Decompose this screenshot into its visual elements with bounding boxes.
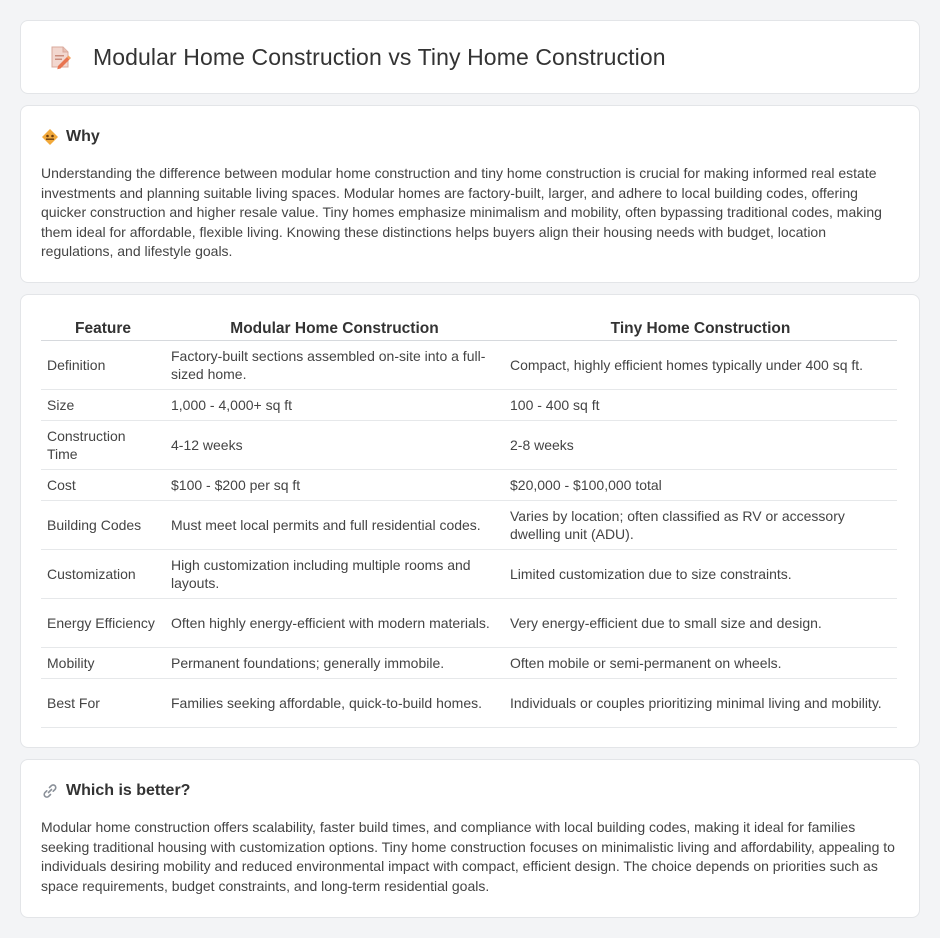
feature-cell: Energy Efficiency bbox=[41, 598, 165, 647]
table-row bbox=[41, 647, 897, 678]
tiny-cell: 2-8 weeks bbox=[504, 420, 897, 469]
tiny-cell: Compact, highly efficient homes typically under 400 sq ft. bbox=[504, 340, 897, 389]
modular-cell: Factory-built sections assembled on-site into a full-sized home. bbox=[165, 340, 504, 389]
better-heading bbox=[41, 782, 899, 800]
header-tiny: Tiny Home Construction bbox=[504, 315, 897, 340]
title-card bbox=[20, 20, 920, 94]
table-row bbox=[41, 549, 897, 598]
comparison-table bbox=[41, 315, 897, 728]
modular-cell: High customization including multiple rooms and layouts. bbox=[165, 549, 504, 598]
feature-cell: Size bbox=[41, 389, 165, 420]
modular-cell: 1,000 - 4,000+ sq ft bbox=[165, 389, 504, 420]
tiny-cell: Limited customization due to size constraints. bbox=[504, 549, 897, 598]
modular-cell: Often highly energy-efficient with modern materials. bbox=[165, 598, 504, 647]
why-section bbox=[20, 105, 920, 283]
header-feature: Feature bbox=[41, 315, 165, 340]
modular-cell: Must meet local permits and full residential codes. bbox=[165, 500, 504, 549]
table-header-row bbox=[41, 315, 897, 340]
why-heading bbox=[41, 128, 899, 146]
comparison-section bbox=[20, 294, 920, 748]
feature-cell: Best For bbox=[41, 678, 165, 727]
table-row bbox=[41, 678, 897, 727]
why-title: Why bbox=[66, 128, 100, 145]
table-row bbox=[41, 598, 897, 647]
table-row bbox=[41, 389, 897, 420]
tiny-cell: 100 - 400 sq ft bbox=[504, 389, 897, 420]
modular-cell: 4-12 weeks bbox=[165, 420, 504, 469]
feature-cell: Cost bbox=[41, 469, 165, 500]
table-row bbox=[41, 340, 897, 389]
feature-cell: Construction Time bbox=[41, 420, 165, 469]
better-text: Modular home construction offers scalability, faster build times, and compliance with local building codes, making it ideal for families seeking traditional housing with customization options. Tiny home construction focuses on minimalistic living and affordability, appealing to individuals desiring mobility and reduced environmental impact with compact, efficient design. The choice depends on priorities such as space requirements, budget constraints, and long-term residential goals. bbox=[41, 819, 895, 894]
feature-cell: Definition bbox=[41, 340, 165, 389]
tiny-cell: Very energy-efficient due to small size and design. bbox=[504, 598, 897, 647]
table-row bbox=[41, 500, 897, 549]
table-row bbox=[41, 469, 897, 500]
tiny-cell: Often mobile or semi-permanent on wheels. bbox=[504, 647, 897, 678]
header-modular: Modular Home Construction bbox=[165, 315, 504, 340]
diamond-warning-icon bbox=[41, 128, 59, 146]
tiny-cell: Varies by location; often classified as RV or accessory dwelling unit (ADU). bbox=[504, 500, 897, 549]
which-better-section bbox=[20, 759, 920, 918]
better-title: Which is better? bbox=[66, 782, 191, 799]
modular-cell: Families seeking affordable, quick-to-build homes. bbox=[165, 678, 504, 727]
tiny-cell: $20,000 - $100,000 total bbox=[504, 469, 897, 500]
table-row bbox=[41, 420, 897, 469]
feature-cell: Building Codes bbox=[41, 500, 165, 549]
document-pencil-icon bbox=[47, 44, 73, 70]
page-title: Modular Home Construction vs Tiny Home Construction bbox=[93, 43, 666, 70]
modular-cell: $100 - $200 per sq ft bbox=[165, 469, 504, 500]
feature-cell: Customization bbox=[41, 549, 165, 598]
why-text: Understanding the difference between modular home construction and tiny home construction is crucial for making informed real estate investments and planning suitable living spaces. Modular homes are factory-built, larger, and adhere to local building codes, offering quicker construction and higher resale value. Tiny homes emphasize minimalism and mobility, often bypassing traditional codes, making them ideal for affordable, flexible living. Knowing these distinctions helps buyers align their housing needs with budget, location regulations, and lifestyle goals. bbox=[41, 165, 882, 259]
modular-cell: Permanent foundations; generally immobile. bbox=[165, 647, 504, 678]
tiny-cell: Individuals or couples prioritizing minimal living and mobility. bbox=[504, 678, 897, 727]
link-icon bbox=[41, 782, 59, 800]
feature-cell: Mobility bbox=[41, 647, 165, 678]
